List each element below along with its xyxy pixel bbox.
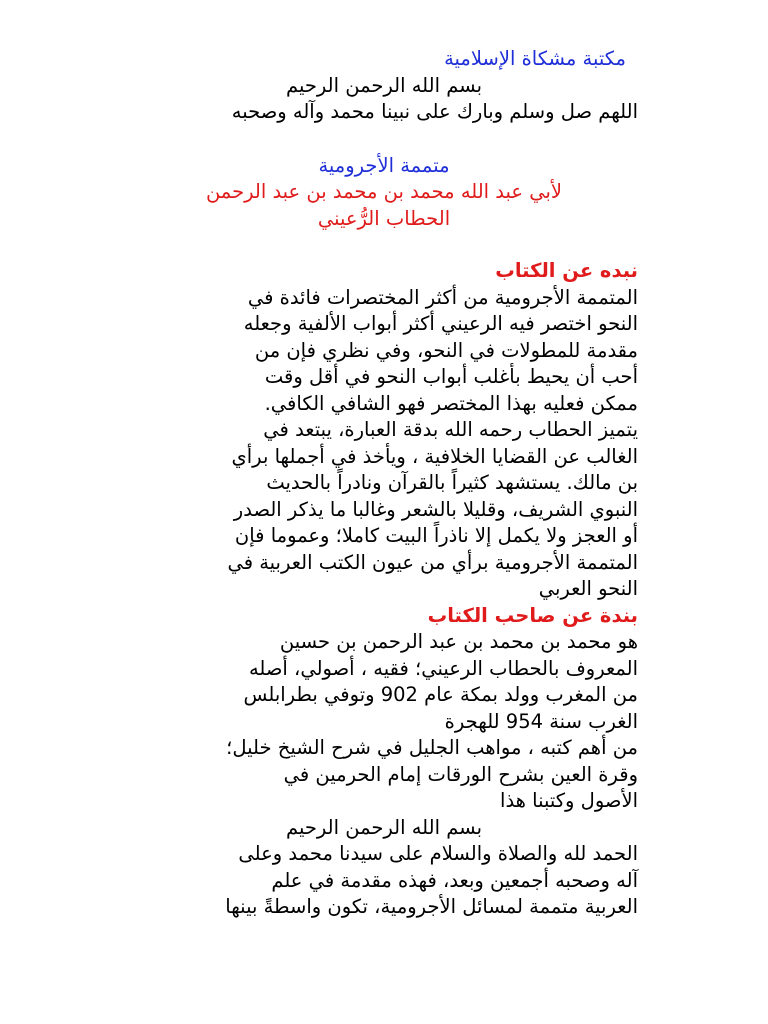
paragraph-line: الغرب سنة 954 للهجرة [444, 709, 638, 733]
paragraph-line: النحو العربي [538, 577, 638, 600]
about-book-text [130, 285, 638, 603]
paragraph-line: من المغرب وولد بمكة عام 902 وتوفي بطرابلس [243, 683, 638, 706]
about-author-heading: بندة عن صاحب الكتاب [427, 603, 638, 627]
paragraph-line: يتميز الحطاب رحمه الله بدقة العبارة، يبتعد في [263, 418, 638, 441]
paragraph-line: بن مالك. يستشهد كثيراً بالقرآن ونادراً بالحديث [266, 471, 638, 494]
paragraph-line: من أهم كتبه ، مواهب الجليل في شرح الشيخ خليل؛ [226, 736, 638, 759]
book-title: متممة الأجرومية [318, 153, 450, 177]
basmala: بسم الله الرحمن الرحيم [286, 73, 482, 97]
paragraph-line: الغالب عن القضايا الخلافية ، ويأخذ في أجملها برأي [231, 444, 638, 468]
paragraph-line: أحب أن يحيط بأغلب أبواب النحو في أقل وقت [264, 365, 638, 388]
library-name: مكتبة مشكاة الإسلامية [444, 47, 626, 70]
paragraph-line: مقدمة للمطولات في النحو، وفي نظري فإن من [254, 338, 638, 362]
salawat: اللهم صل وسلم وبارك على نبينا محمد وآله وصحبه [231, 100, 638, 123]
about-author-text [130, 629, 638, 815]
paragraph-line: المعروف بالحطاب الرعيني؛ فقيه ، أصولي، أصله [248, 656, 638, 680]
author-line-2: الحطاب الرُّعيني [317, 206, 451, 230]
author-line-1: لأبي عبد الله محمد بن محمد بن عبد الرحمن [205, 180, 563, 203]
intro-text [130, 841, 638, 921]
paragraph-line: أو العجز ولا يكمل إلا ناذراً البيت كاملا؛ وعموما فإن [234, 524, 638, 547]
paragraph-line: الحمد لله والصلاة والسلام على سيدنا محمد وعلى [238, 842, 638, 865]
paragraph-line: النبوي الشريف، وقليلا بالشعر وغالبا ما يذكر الصدر [233, 497, 638, 521]
about-book-heading: نبده عن الكتاب [495, 259, 638, 282]
paragraph-line: وقرة العين بشرح الورقات إمام الحرمين في [283, 762, 638, 786]
paragraph-line: ممكن فعليه بهذا المختصر فهو الشافي الكافي. [264, 391, 638, 415]
paragraph-line: المتممة الأجرومية من أكثر المختصرات فائدة في [247, 285, 638, 309]
paragraph-line: العربية متممة لمسائل الأجرومية، تكون واسطةً بينها [225, 895, 638, 918]
paragraph-line: هو محمد بن محمد بن عبد الرحمن بن حسين [279, 630, 638, 653]
document-page [130, 46, 638, 921]
intro-basmala: بسم الله الرحمن الرحيم [286, 815, 482, 839]
paragraph-line: النحو اختصر فيه الرعيني أكثر أبواب الألفية وجعله [243, 312, 638, 335]
paragraph-line: الأصول وكتبنا هذا [500, 789, 638, 812]
paragraph-line: آله وصحبه أجمعين وبعد، فهذه مقدمة في علم [271, 868, 638, 892]
paragraph-line: المتممة الأجرومية برأي من عيون الكتب العربية في [227, 550, 638, 574]
